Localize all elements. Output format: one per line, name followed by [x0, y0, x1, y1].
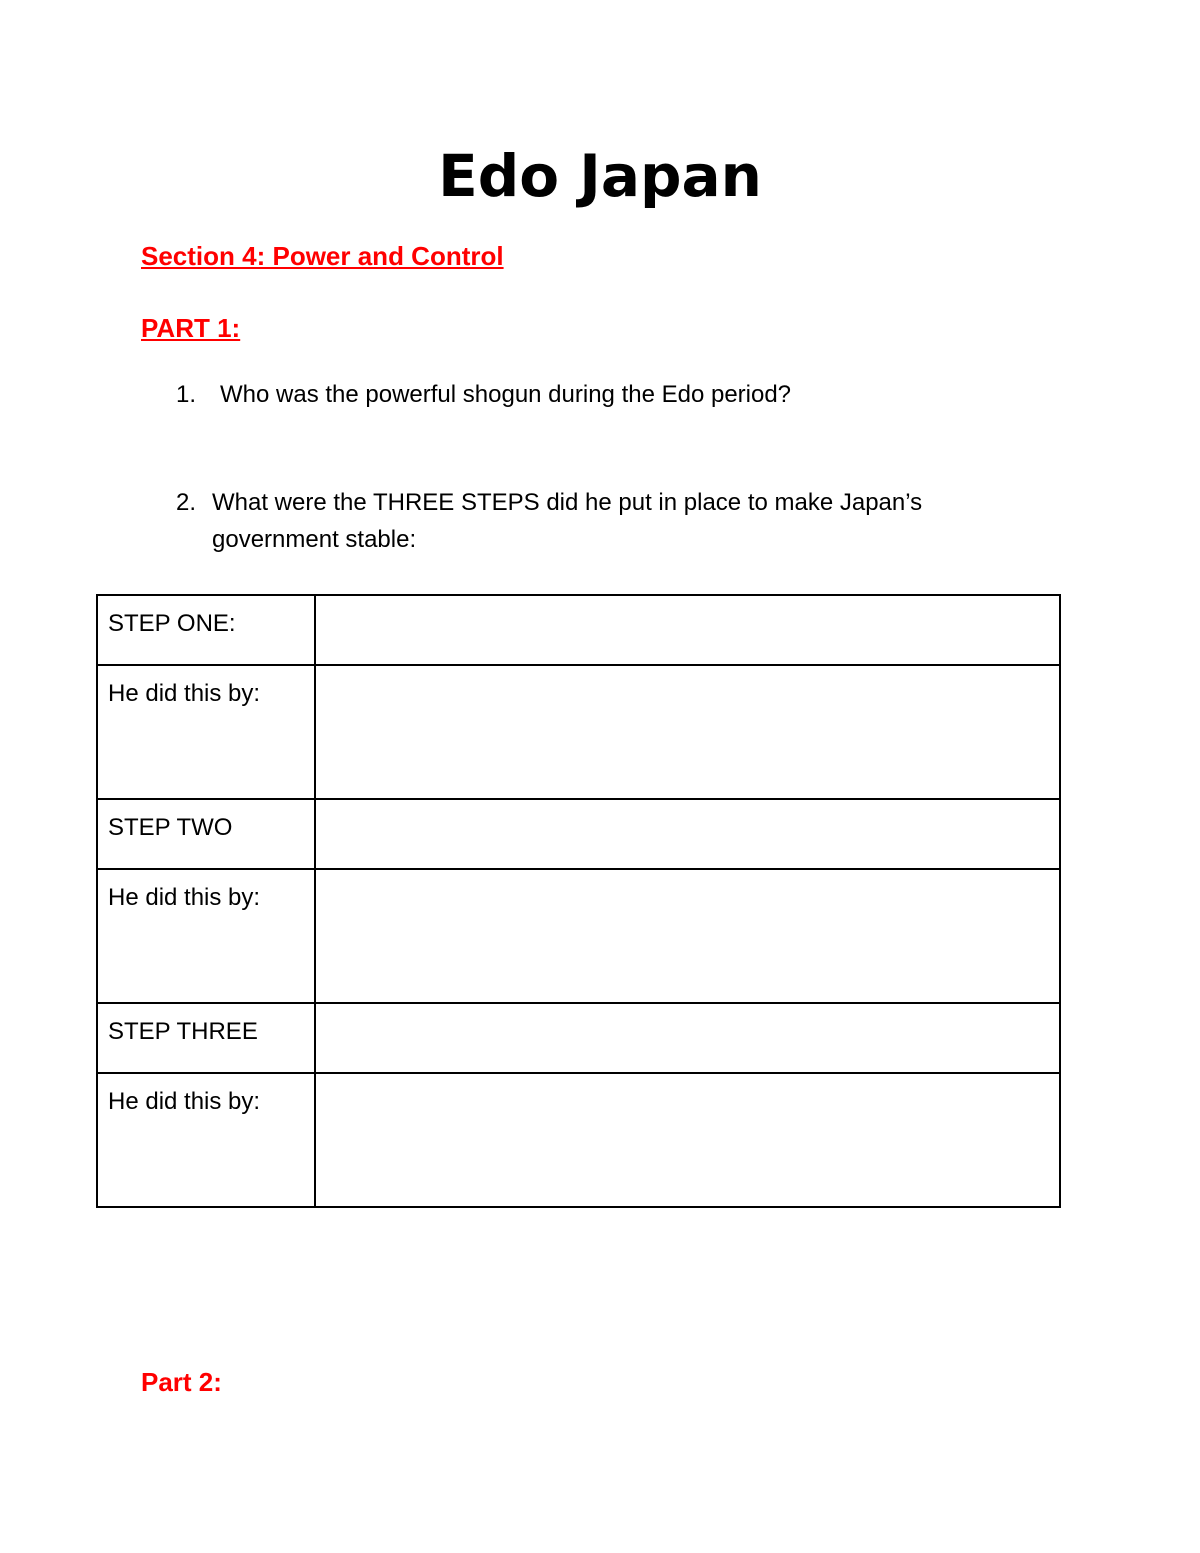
step-three-label: STEP THREE: [97, 1003, 315, 1073]
steps-table: [96, 594, 1061, 1208]
question-2-number: 2.: [176, 489, 197, 516]
part1-heading: PART 1:: [141, 313, 241, 343]
table-row-step-three-method: [97, 1073, 1060, 1207]
table-row-step-two: [97, 799, 1060, 869]
page-title: Edo Japan: [438, 142, 762, 210]
question-2: [176, 484, 1056, 558]
table-row-step-two-method: [97, 869, 1060, 1003]
step-two-method-answer-cell[interactable]: [315, 869, 1060, 1003]
table-row-step-one: [97, 595, 1060, 665]
table-row-step-one-method: [97, 665, 1060, 799]
question-1-number: 1.: [176, 381, 197, 408]
part2-heading: Part 2:: [141, 1367, 222, 1397]
step-one-answer-cell[interactable]: [315, 595, 1060, 665]
step-two-label: STEP TWO: [97, 799, 315, 869]
step-two-answer-cell[interactable]: [315, 799, 1060, 869]
question-2-text: What were the THREE STEPS did he put in place to make Japan’s government stable:: [212, 489, 923, 553]
question-1-text: Who was the powerful shogun during the Edo period?: [220, 381, 792, 408]
step-three-method-label: He did this by:: [97, 1073, 315, 1207]
table-row-step-three: [97, 1003, 1060, 1073]
step-three-answer-cell[interactable]: [315, 1003, 1060, 1073]
step-two-method-label: He did this by:: [97, 869, 315, 1003]
step-three-method-answer-cell[interactable]: [315, 1073, 1060, 1207]
question-1: [176, 376, 791, 413]
section-heading: Section 4: Power and Control: [141, 241, 504, 271]
step-one-method-label: He did this by:: [97, 665, 315, 799]
step-one-method-answer-cell[interactable]: [315, 665, 1060, 799]
step-one-label: STEP ONE:: [97, 595, 315, 665]
